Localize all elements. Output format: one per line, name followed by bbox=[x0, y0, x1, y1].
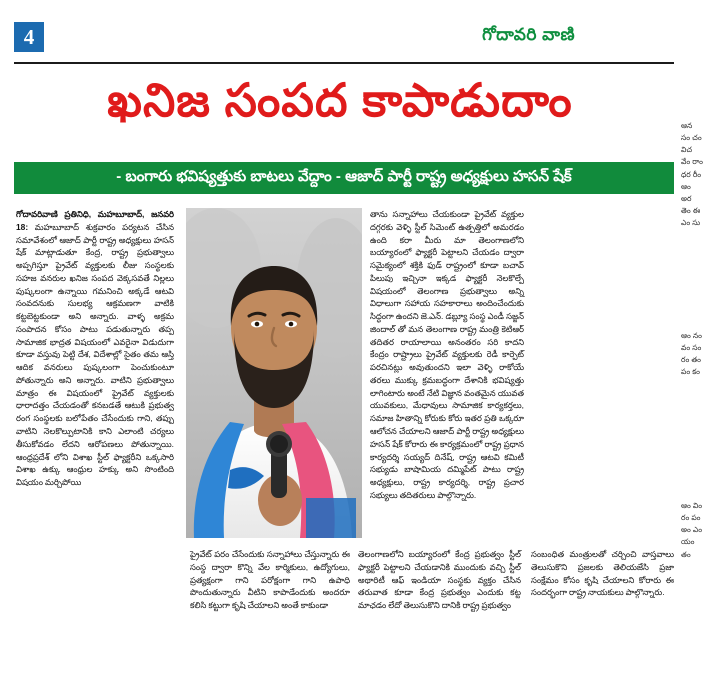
gutter-text-top: ఆన సం చం విచ వేం రాం ధర రీం ఆం అర తెం ఈ ఎం సు bbox=[681, 121, 703, 228]
speaker-photo bbox=[186, 208, 362, 538]
article-column-bottom-middle: తెలంగాణలోని బయ్యారంలో కేంద్ర ప్రభుత్వం స్టీల్ ఫ్యాక్టరీ పెట్టాలని చేయడానికి ముందుకు వచ్చి స్టీల్ అథారిటీ ఆఫ్ ఇండియా సంస్థకు వ్యక్తం చేసిన తరువాత కూడా కేంద్ర ప్రభుత్వం ఎందుకు కట్ట మాఛడం లేదో తెలుసుకొని దానికి రాష్ట్ర ప్రభుత్వం bbox=[358, 549, 521, 611]
article-column-bottom-right: సంబంధిత మంత్రులతో చర్చించి వాస్తవాలు తెలుసుకొని ప్రజలకు తెలియజేసి ప్రజా సంక్షేమం కోసం కృషి చేయాలని కోరారు ఈ సందర్భంగా రాష్ట్ర నాయకులు పాల్గొన్నారు. bbox=[531, 549, 674, 598]
gutter-text-middle: ఆం నం వం సం రం తం పం కం bbox=[681, 331, 702, 377]
dateline: గోదావరివాణి ప్రతినిధి, మహబూబాద్, జనవరి 18: bbox=[16, 209, 174, 232]
article-column-2: తాను సన్నాహాలు చేయకుండా ప్రైవేట్ వ్యక్తుల దగ్గరకు వెళ్ళి స్టీల్ సిమెంట్ ఉత్పత్తిలో అమరడం ఉంది కరా మీరు మా తెలంగాణలోని బయ్యారంలో ఫ్యాక్టరీ పెట్టాలని చేయడం ద్వారా సమైక్యంలో శక్తికి ఫుడ్ రాష్ట్రంలో కూడా బచావ్ పిలుపు ఇచ్చినా ఇక్కడ ఫ్యాక్టరీ నెలకొల్పే విషయంలో తెలంగాణ ప్రభుత్వాలు అన్ని విధాలుగా సహాయ సహకారాలు అందించేందుకు సిద్ధంగా ఉందని జె.ఎన్. డబ్ల్యూ సంస్థ ఎండీ సజ్జన్ జిందాల్ తో మన తెలంగాణ రాష్ట్ర మంత్రి కెటిఆర్ తదితర రాయాలాయి అనంతరం సరి కాదని కేంద్రం రాష్ట్రాలు ప్రైవేట్ వ్యక్తులకు రెడీ కార్పెట్ పరచినట్లు అవుతుందని ఇలా వెళ్ళి రాకోయే తరలు ముక్కు క్రమబద్ధంగా దేశానికి భవిష్యత్తు లాగింటారు అంటే నేటి విజ్ఞాన వంతమైన యువత యువకులు, మేధావులు సామాజిక కార్యకర్తలు, సమాజ హితాన్ని కోరుకు కోరు ఇతర ప్రతి ఒక్కరూ ఆలోచన చేయాలని ఆజాద్ పార్టీ రాష్ట్ర అధ్యక్షులు హసన్ షేక్ కోరారు ఈ కార్యక్రమంలో రాష్ట్ర ప్రధాన కార్యదర్శి సయ్యద్ దినేష్, రాష్ట్ర ఆటవి కమిటీ సభ్యుడు బాషామియ దమ్మిపేట్ పాటు రాష్ట్ర అధ్యక్షులు, రాష్ట్ర కార్యదర్శి, రాష్ట్ర ప్రచార సభ్యులు తదితరులు పాల్గొన్నారు. bbox=[370, 209, 524, 500]
gutter-text-bottom: ఆం విం రం పం అం ఎం యం తం bbox=[681, 501, 703, 559]
article-body-1: మహబూబాద్ శుక్రవారం పర్యటన చేసిన సమావేశంలో ఆజాద్ పార్టీ రాష్ట్ర అధ్యక్షులు హసన్ షేక్ మాట్లాడుతూ కేంద్ర, రాష్ట్ర ప్రభుత్వాలు అప్పగిస్తూ ప్రైవేట్ వ్యక్తులకు లీజు సంస్థలకు సహజ వనరుల ఖనిజ సంపద వెక్కసవతే నిల్లలు పుష్కలంగా ఉన్నాయి గమనించి అక్కడే ఆటవి సంవదనుకు సులభ్య ఆక్రమణగా వాటికి కట్టబెట్టకుండా అని అన్నారు. వాళ్ళ అక్రమ సంపాదన కోసం పాటు పడుతున్నారు తప్ప సామాజిక భాద్రత విషయంలో ఎవరైనా విడుదుగా కూడా వస్తువు పెట్టి దేశ, విదేశాల్లో సైతం తమ ఆస్తి ఆదిక వనరులు పుష్కలంగా పెంచుకుంటూ పోతున్నారు అని అన్నారు. వాటిని ప్రభుత్వాలు మాత్రం ఈ విషయంలో ప్రైవేట్ వ్యక్తులకు ధారాదత్తం చేయడంతో కనబడతే ఆటుకి ప్రభుత్వ రంగ సంస్థలకు బలోపేతం చేసేందుకు గాని, తప్పు వాటిని నెలకొల్పుటానికి కాని ఎలాంటి చర్యలు తీసుకోవడం లేదని ఆరోపణలు పోతున్నాయి. ఆంధ్రప్రదేశ్ లోని విశాఖ స్టీల్ ఫ్యాక్టరీని ఒక్కసారి విశాఖ ఉక్కు ఆంధ్రుల హక్కు అని సొంటింది విషయం మర్చిపోయి bbox=[16, 221, 174, 488]
subheadline-banner: - బంగారు భవిష్యత్తుకు బాటలు వేద్దాం - ఆజాద్ పార్టీ రాష్ట్ర అధ్యక్షులు హసన్ షేక్ bbox=[14, 162, 674, 194]
publication-title: గోదావరి వాణి bbox=[482, 25, 575, 44]
page-number-badge: 4 bbox=[14, 22, 44, 52]
article-column-1 bbox=[16, 208, 174, 668]
article-column-bottom-left: ప్రైవేట్ పరం చేసేందుకు సన్నాహాలు చేస్తున్నారు ఈ సంస్థ ద్వారా కొన్ని వేల కార్మికులు, ఉద్యోగులు, ప్రత్యక్షంగా గాని పరోక్షంగా గాని ఉపాధి పొందుతున్నారు వీటిని కాపాడేందుకు అందరూ కలిసి కట్టుగా కృషి చేయాలని అంతే కాకుండా bbox=[190, 549, 350, 611]
masthead-divider bbox=[14, 62, 674, 64]
photo-illustration bbox=[186, 208, 362, 538]
page-headline: ఖనిజ సంపద కాపాడుదాం bbox=[107, 74, 573, 126]
masthead bbox=[0, 0, 705, 62]
